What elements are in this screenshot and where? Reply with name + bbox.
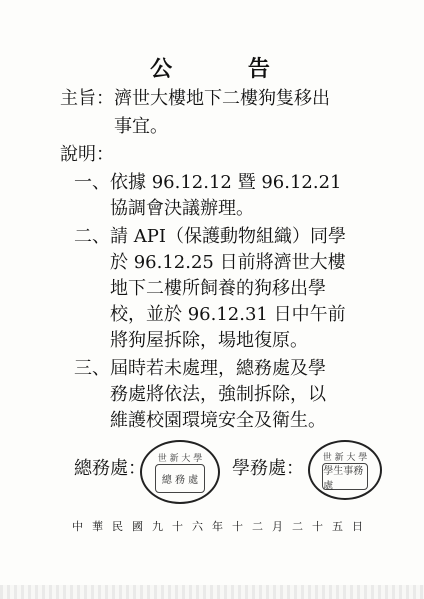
signature-student-affairs: 學務處： (232, 458, 304, 479)
item3-line-2: 務處將依法，強制拆除，以 (110, 384, 326, 405)
seal1-inner (155, 464, 204, 492)
seal2-top-text: 世 新 大 學 (322, 453, 368, 464)
general-affairs-seal (140, 440, 220, 504)
seal2-bottom-text: 學生事務處 (323, 465, 364, 492)
explain-label: 說明： (60, 144, 114, 165)
item2-line-4: 校，並於 96.12.31 日中午前 (110, 304, 346, 325)
student-affairs-seal (308, 440, 382, 500)
seal1-top-text: 世 新 大 學 (157, 454, 203, 465)
item1-line-2: 協調會決議辦理。 (110, 198, 254, 219)
scan-edge-artifact (0, 585, 424, 599)
item3-line-1: 三、屆時若未處理，總務處及學 (74, 358, 326, 379)
seal2-inner (322, 463, 367, 490)
item2-line-2: 於 96.12.25 日前將濟世大樓 (110, 252, 346, 273)
subject-line-1: 主旨：濟世大樓地下二樓狗隻移出 (60, 88, 330, 109)
item2-line-5: 將狗屋拆除，場地復原。 (110, 330, 308, 351)
notice-title: 公 告 (150, 56, 304, 82)
item2-line-3: 地下二樓所飼養的狗移出學 (110, 278, 326, 299)
signature-general-affairs: 總務處： (74, 458, 146, 479)
item3-line-3: 維護校園環境安全及衛生。 (110, 410, 326, 431)
seal1-bottom-text: 總 務 處 (161, 474, 199, 486)
notice-date: 中華民國九十六年十二月二十五日 (72, 520, 372, 533)
item2-line-1: 二、請 API（保護動物組織）同學 (74, 226, 346, 247)
item1-line-1: 一、依據 96.12.12 暨 96.12.21 (74, 172, 342, 193)
subject-line-2: 事宜。 (114, 116, 168, 137)
